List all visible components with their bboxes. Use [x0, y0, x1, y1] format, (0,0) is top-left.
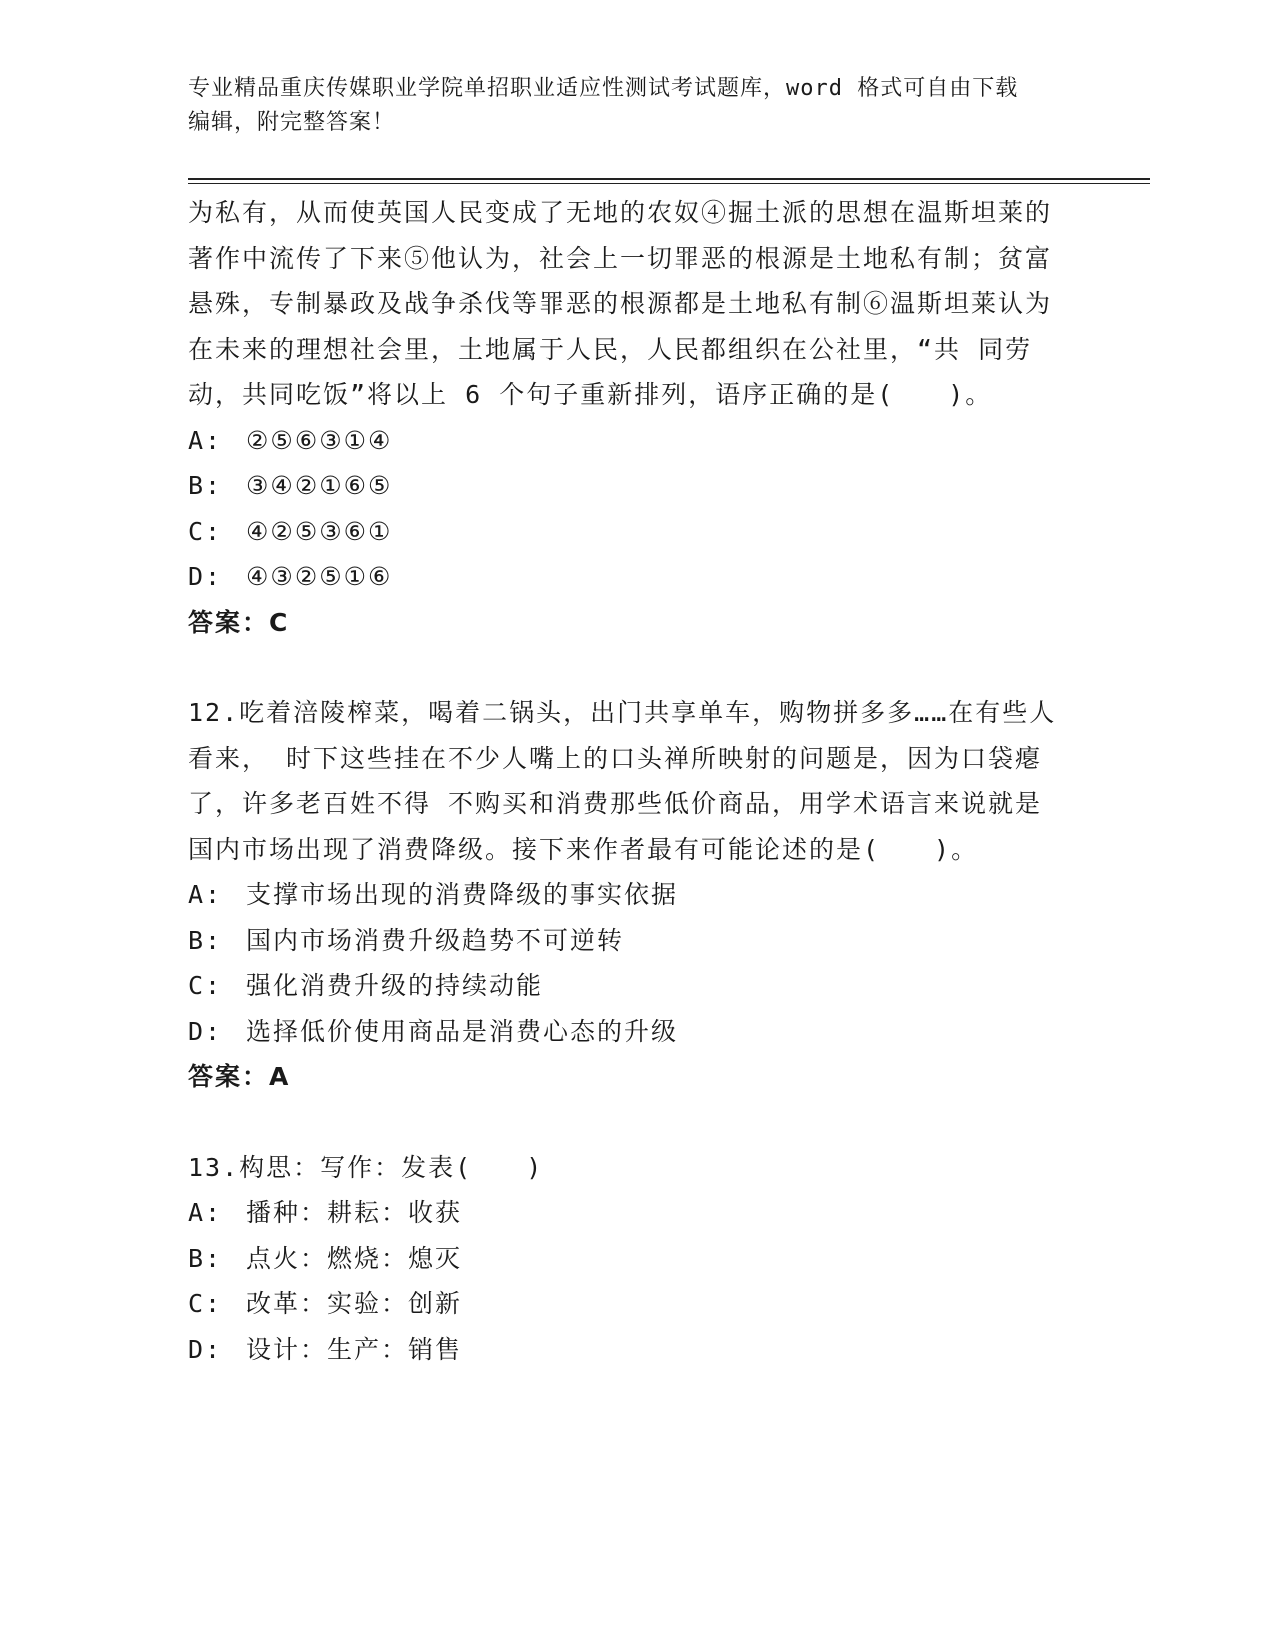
question-11-option-a [188, 418, 1068, 464]
spacer [188, 1100, 1068, 1145]
question-11-answer: 答案：C [188, 607, 290, 637]
question-12-text: 12.吃着涪陵榨菜，喝着二锅头，出门共享单车，购物拼多多……在有些人看来， 时下这些挂在不少人嘴上的口头禅所映射的问题是，因为口袋瘪了，许多老百姓不得 不购买和消费那些低价商品，用学术语言来说就是国内市场出现了消费降级。接下来作者最有可能论述的是( )。 [188, 698, 1057, 864]
question-13-option-b [188, 1236, 1068, 1282]
option-text: 点火：燃烧：熄灭 [246, 1243, 463, 1273]
option-text: ④③②⑤①⑥ [246, 562, 393, 591]
header-divider-thin [188, 183, 1150, 184]
question-13 [188, 1145, 1068, 1373]
question-11-option-d [188, 554, 1068, 600]
header-line-2: 编辑，附完整答案！ [188, 110, 396, 135]
option-text: 设计：生产：销售 [246, 1334, 463, 1364]
option-text: 支撑市场出现的消费降级的事实依据 [246, 880, 679, 909]
option-text: ③④②①⑥⑤ [246, 471, 393, 500]
option-text: 改革：实验：创新 [246, 1289, 463, 1318]
page-header [188, 72, 1068, 140]
question-12-option-d [188, 1009, 1068, 1055]
question-12-answer: 答案：A [188, 1062, 291, 1091]
option-text: 播种：耕耘：收获 [246, 1198, 463, 1227]
question-12-option-c [188, 963, 1068, 1009]
option-text: 国内市场消费升级趋势不可逆转 [246, 925, 625, 955]
option-key: A: [188, 1198, 223, 1227]
question-12 [188, 690, 1068, 1100]
option-key: C: [188, 516, 223, 546]
option-key: B: [188, 925, 223, 955]
question-12-option-b [188, 918, 1068, 964]
question-13-option-a [188, 1190, 1068, 1236]
question-11 [188, 190, 1068, 645]
option-text: 强化消费升级的持续动能 [246, 971, 544, 1000]
question-12-option-a [188, 872, 1068, 918]
option-key: A: [188, 425, 223, 455]
question-11-option-b [188, 463, 1068, 509]
question-13-text: 13.构思：写作：发表( ) [188, 1152, 544, 1182]
option-key: B: [188, 1243, 223, 1273]
option-key: D: [188, 1334, 223, 1364]
option-text: 选择低价使用商品是消费心态的升级 [246, 1016, 679, 1046]
document-body [188, 190, 1068, 1372]
question-11-text: 为私有，从而使英国人民变成了无地的农奴④掘土派的思想在温斯坦莱的著作中流传了下来⑤他认为，社会上一切罪恶的根源是土地私有制；贫富悬殊，专制暴政及战争杀伐等罪恶的根源都是土地私有制⑥温斯坦莱认为在未来的理想社会里，土地属于人民，人民都组织在公社里，“共 同劳动，共同吃饭”将以上 6 个句子重新排列，语序正确的是( )。 [188, 198, 1053, 409]
option-key: C: [188, 971, 223, 1000]
spacer [188, 645, 1068, 690]
option-key: D: [188, 562, 223, 591]
option-key: B: [188, 471, 223, 500]
option-key: C: [188, 1289, 223, 1318]
option-text: ④②⑤③⑥① [246, 516, 393, 546]
header-line-1: 专业精品重庆传媒职业学院单招职业适应性测试考试题库，word 格式可自由下载 [188, 76, 1019, 101]
question-11-option-c [188, 509, 1068, 555]
question-13-option-d [188, 1327, 1068, 1373]
option-key: A: [188, 880, 223, 909]
option-text: ②⑤⑥③①④ [246, 425, 393, 455]
question-13-option-c [188, 1281, 1068, 1327]
header-divider-thick [188, 178, 1150, 180]
option-key: D: [188, 1016, 223, 1046]
